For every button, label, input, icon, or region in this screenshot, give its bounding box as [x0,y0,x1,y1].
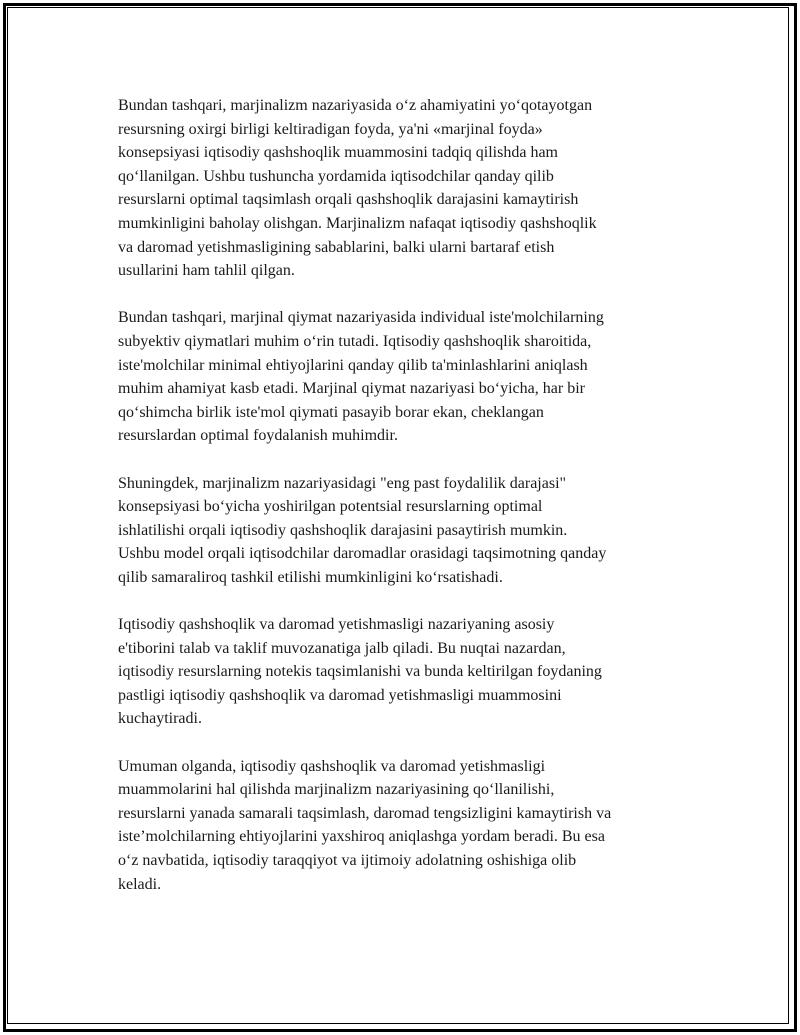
paragraph-4: Iqtisodiy qashshoqlik va daromad yetishmasligi nazariyaning asosiy e'tiborini talab va taklif muvozanatiga jalb qiladi. Bu nuqtai nazardan, iqtisodiy resurslarning notekis taqsimlanishi va bunda keltirilgan foydaning pastligi iqtisodiy qashshoqlik va daromad yetishmasligi muammosini kuchaytiradi. [118,616,602,728]
document-body [118,94,688,920]
paragraph-5: Umuman olganda, iqtisodiy qashshoqlik va daromad yetishmasligi muammolarini hal qilishda marjinalizm nazariyasining qoʻllanilishi, resurslarni yanada samarali taqsimlash, daromad tengsizligini kamaytirish va iste’molchilarning ehtiyojlarini yaxshiroq aniqlashga yordam beradi. Bu esa oʻz navbatida, iqtisodiy taraqqiyot va ijtimoiy adolatning oshishiga olib keladi. [118,757,612,893]
paragraph-1: Bundan tashqari, marjinalizm nazariyasida oʻz ahamiyatini yoʻqotayotgan resursning oxirgi birligi keltiradigan foyda, ya'ni «marjinal foyda» konsepsiyasi iqtisodiy qashshoqlik muammosini tadqiq qilishda ham qoʻllanilgan. Ushbu tushuncha yordamida iqtisodchilar qanday qilib resurslarni optimal taqsimlash orqali qashshoqlik darajasini kamaytirish mumkinligini baholay olishgan. Marjinalizm nafaqat iqtisodiy qashshoqlik va daromad yetishmasligining sabablarini, balki ularni bartaraf etish usullarini ham tahlil qilgan. [118,97,597,280]
paragraph-2: Bundan tashqari, marjinal qiymat nazariyasida individual iste'molchilarning subyektiv qiymatlari muhim oʻrin tutadi. Iqtisodiy qashshoqlik sharoitida, iste'molchilar minimal ehtiyojlarini qanday qilib ta'minlashlarini aniqlash muhim ahamiyat kasb etadi. Marjinal qiymat nazariyasi boʻyicha, har bir qoʻshimcha birlik iste'mol qiymati pasayib borar ekan, cheklangan resurslardan optimal foydalanish muhimdir. [118,309,604,445]
paragraph-3: Shuningdek, marjinalizm nazariyasidagi "eng past foydalilik darajasi" konsepsiyasi boʻyicha yoshirilgan potentsial resurslarning optimal ishlatilishi orqali iqtisodiy qashshoqlik darajasini pasaytirish mumkin. Ushbu model orqali iqtisodchilar daromadlar orasidagi taqsimotning qanday qilib samaraliroq tashkil etilishi mumkinligini koʻrsatishadi. [118,474,607,586]
